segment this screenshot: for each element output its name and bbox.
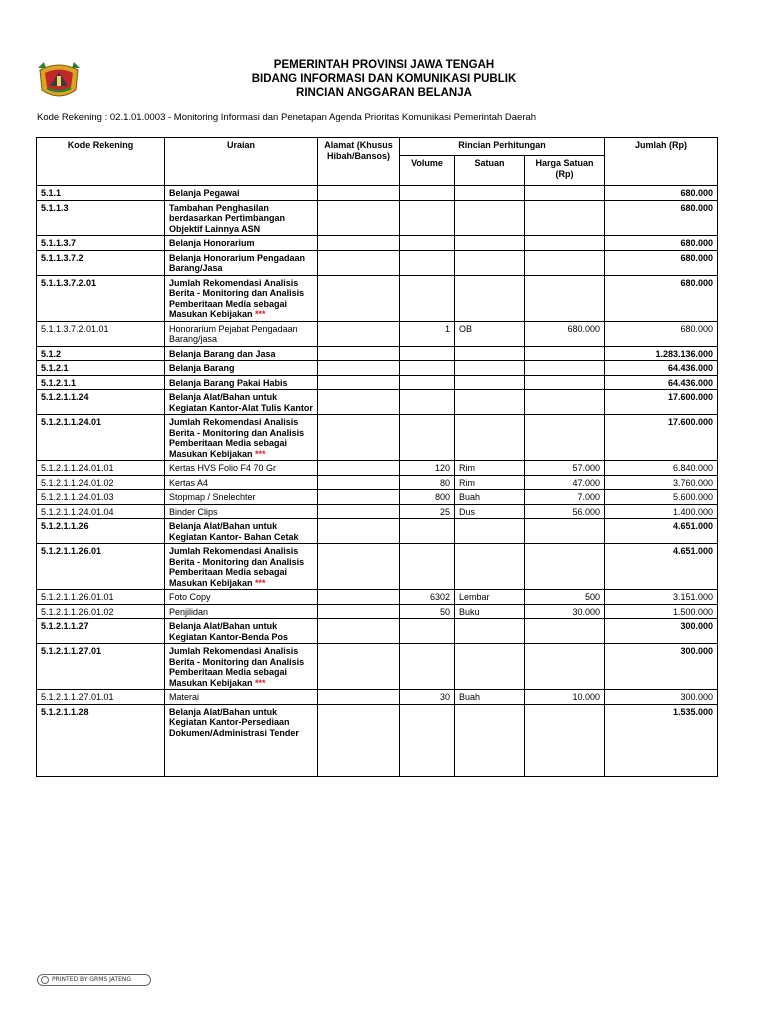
printed-by-stamp [37, 974, 151, 986]
cell-kode-rekening: 5.1.2 [37, 346, 165, 361]
cell-jumlah: 6.840.000 [605, 461, 718, 476]
cell-harga-satuan [525, 250, 605, 275]
cell-volume: 25 [400, 504, 455, 519]
cell-volume [400, 186, 455, 201]
cell-satuan [455, 250, 525, 275]
cell-jumlah: 1.500.000 [605, 604, 718, 619]
cell-kode-rekening: 5.1.2.1.1.27.01 [37, 644, 165, 690]
cell-uraian: Kertas HVS Folio F4 70 Gr [165, 461, 318, 476]
cell-kode-rekening: 5.1.2.1 [37, 361, 165, 376]
cell-kode-rekening: 5.1.2.1.1.24.01.04 [37, 504, 165, 519]
cell-volume: 6302 [400, 590, 455, 605]
cell-jumlah: 3.760.000 [605, 475, 718, 490]
cell-kode-rekening: 5.1.1.3.7.2.01 [37, 275, 165, 321]
table-row [37, 275, 718, 321]
cell-satuan [455, 415, 525, 461]
cell-harga-satuan: 57.000 [525, 461, 605, 476]
cell-volume [400, 704, 455, 776]
cell-jumlah: 4.651.000 [605, 544, 718, 590]
cell-jumlah: 5.600.000 [605, 490, 718, 505]
cell-alamat [318, 544, 400, 590]
cell-harga-satuan [525, 361, 605, 376]
cell-uraian [165, 544, 318, 590]
cell-volume [400, 415, 455, 461]
header-line-2: BIDANG INFORMASI DAN KOMUNIKASI PUBLIK [251, 73, 517, 85]
priority-stars-marker: *** [255, 448, 266, 459]
cell-harga-satuan [525, 619, 605, 644]
cell-jumlah: 680.000 [605, 200, 718, 236]
cell-satuan [455, 704, 525, 776]
cell-satuan: Dus [455, 504, 525, 519]
table-row [37, 236, 718, 251]
table-row [37, 186, 718, 201]
cell-volume [400, 644, 455, 690]
priority-stars-marker: *** [255, 677, 266, 688]
priority-stars-marker: *** [255, 577, 266, 588]
cell-satuan: Rim [455, 461, 525, 476]
cell-volume: 1 [400, 321, 455, 346]
table-row [37, 375, 718, 390]
table-row [37, 346, 718, 361]
cell-alamat [318, 390, 400, 415]
table-row [37, 390, 718, 415]
cell-volume [400, 390, 455, 415]
priority-stars-marker: *** [255, 309, 266, 319]
cell-satuan [455, 186, 525, 201]
cell-kode-rekening: 5.1.2.1.1.26 [37, 519, 165, 544]
cell-harga-satuan: 7.000 [525, 490, 605, 505]
cell-kode-rekening: 5.1.2.1.1.24.01 [37, 415, 165, 461]
cell-harga-satuan [525, 346, 605, 361]
cell-uraian: Kertas A4 [165, 475, 318, 490]
cell-alamat [318, 619, 400, 644]
cell-kode-rekening: 5.1.2.1.1.28 [37, 704, 165, 776]
cell-uraian: Stopmap / Snelechter [165, 490, 318, 505]
cell-volume: 120 [400, 461, 455, 476]
table-row [37, 504, 718, 519]
cell-volume [400, 236, 455, 251]
cell-uraian [165, 644, 318, 690]
cell-harga-satuan [525, 644, 605, 690]
cell-kode-rekening: 5.1.1.3 [37, 200, 165, 236]
cell-jumlah: 64.436.000 [605, 375, 718, 390]
cell-harga-satuan: 56.000 [525, 504, 605, 519]
cell-alamat [318, 236, 400, 251]
budget-table-body [37, 186, 718, 777]
cell-kode-rekening: 5.1.2.1.1.27 [37, 619, 165, 644]
cell-alamat [318, 375, 400, 390]
cell-uraian: Belanja Honorarium Pengadaan Barang/Jasa [165, 250, 318, 275]
table-row [37, 490, 718, 505]
cell-alamat [318, 361, 400, 376]
cell-jumlah: 1.535.000 [605, 704, 718, 776]
header-jumlah: Jumlah (Rp) [605, 138, 718, 186]
cell-alamat [318, 504, 400, 519]
cell-jumlah: 4.651.000 [605, 519, 718, 544]
stamp-circle-icon [41, 976, 49, 984]
cell-kode-rekening: 5.1.2.1.1.26.01 [37, 544, 165, 590]
cell-alamat [318, 321, 400, 346]
table-row [37, 321, 718, 346]
cell-satuan [455, 375, 525, 390]
cell-satuan [455, 236, 525, 251]
cell-kode-rekening: 5.1.2.1.1.24 [37, 390, 165, 415]
cell-satuan [455, 200, 525, 236]
budget-table [36, 137, 718, 777]
cell-satuan: Buku [455, 604, 525, 619]
cell-alamat [318, 275, 400, 321]
cell-kode-rekening: 5.1.2.1.1.24.01.02 [37, 475, 165, 490]
table-row [37, 200, 718, 236]
cell-satuan: Buah [455, 690, 525, 705]
cell-satuan [455, 544, 525, 590]
cell-volume [400, 200, 455, 236]
header-alamat: Alamat (Khusus Hibah/Bansos) [318, 138, 400, 186]
header-line-3: RINCIAN ANGGARAN BELANJA [296, 87, 472, 99]
header-uraian: Uraian [165, 138, 318, 186]
cell-alamat [318, 200, 400, 236]
cell-satuan [455, 390, 525, 415]
cell-satuan [455, 275, 525, 321]
header-harga-satuan: Harga Satuan (Rp) [525, 156, 605, 186]
cell-alamat [318, 250, 400, 275]
cell-jumlah: 680.000 [605, 186, 718, 201]
cell-alamat [318, 704, 400, 776]
cell-uraian: Belanja Alat/Bahan untuk Kegiatan Kantor- Bahan Cetak [165, 519, 318, 544]
cell-uraian: Tambahan Penghasilan berdasarkan Pertimbangan Objektif Lainnya ASN [165, 200, 318, 236]
cell-jumlah: 680.000 [605, 250, 718, 275]
cell-satuan [455, 519, 525, 544]
cell-uraian: Materai [165, 690, 318, 705]
cell-alamat [318, 461, 400, 476]
cell-satuan [455, 361, 525, 376]
cell-volume [400, 346, 455, 361]
table-row [37, 519, 718, 544]
cell-harga-satuan [525, 275, 605, 321]
cell-jumlah: 680.000 [605, 275, 718, 321]
uraian-text: Jumlah Rekomendasi Analisis Berita - Monitoring dan Analisis Pemberitaan Media sebagai Masukan Kebijakan [169, 546, 305, 588]
cell-uraian [165, 275, 318, 321]
cell-satuan: OB [455, 321, 525, 346]
cell-jumlah: 680.000 [605, 321, 718, 346]
table-row [37, 590, 718, 605]
header-line-1: PEMERINTAH PROVINSI JAWA TENGAH [273, 59, 495, 71]
cell-harga-satuan: 500 [525, 590, 605, 605]
cell-harga-satuan [525, 415, 605, 461]
header-satuan: Satuan [455, 156, 525, 186]
cell-harga-satuan [525, 519, 605, 544]
cell-alamat [318, 604, 400, 619]
cell-harga-satuan [525, 186, 605, 201]
cell-satuan [455, 346, 525, 361]
cell-jumlah: 17.600.000 [605, 415, 718, 461]
table-row [37, 604, 718, 619]
cell-alamat [318, 346, 400, 361]
header-kode-rekening: Kode Rekening [37, 138, 165, 186]
cell-volume: 80 [400, 475, 455, 490]
cell-alamat [318, 475, 400, 490]
header-rincian-perhitungan: Rincian Perhitungan [400, 138, 605, 156]
cell-jumlah: 300.000 [605, 619, 718, 644]
cell-uraian: Belanja Alat/Bahan untuk Kegiatan Kantor-Alat Tulis Kantor [165, 390, 318, 415]
cell-kode-rekening: 5.1.2.1.1 [37, 375, 165, 390]
cell-kode-rekening: 5.1.1.3.7.2.01.01 [37, 321, 165, 346]
uraian-text: Jumlah Rekomendasi Analisis Berita - Monitoring dan Analisis Pemberitaan Media sebagai Masukan Kebijakan [169, 277, 305, 319]
cell-volume: 800 [400, 490, 455, 505]
cell-kode-rekening: 5.1.2.1.1.24.01.01 [37, 461, 165, 476]
cell-kode-rekening: 5.1.2.1.1.26.01.01 [37, 590, 165, 605]
cell-harga-satuan: 680.000 [525, 321, 605, 346]
cell-uraian: Belanja Alat/Bahan untuk Kegiatan Kantor-Benda Pos [165, 619, 318, 644]
table-row [37, 250, 718, 275]
printed-by-label: PRINTED BY GRMS JATENG [52, 976, 131, 983]
cell-volume [400, 361, 455, 376]
cell-alamat [318, 644, 400, 690]
cell-harga-satuan [525, 375, 605, 390]
table-row [37, 461, 718, 476]
cell-harga-satuan: 10.000 [525, 690, 605, 705]
header-volume: Volume [400, 156, 455, 186]
cell-alamat [318, 415, 400, 461]
table-row [37, 544, 718, 590]
cell-satuan [455, 644, 525, 690]
cell-alamat [318, 690, 400, 705]
cell-uraian: Belanja Alat/Bahan untuk Kegiatan Kantor-Persediaan Dokumen/Administrasi Tender [165, 704, 318, 776]
cell-jumlah: 17.600.000 [605, 390, 718, 415]
cell-uraian: Belanja Pegawai [165, 186, 318, 201]
table-row [37, 415, 718, 461]
cell-satuan: Buah [455, 490, 525, 505]
document-header [0, 58, 768, 100]
cell-jumlah: 300.000 [605, 690, 718, 705]
cell-harga-satuan: 30.000 [525, 604, 605, 619]
cell-jumlah: 680.000 [605, 236, 718, 251]
cell-jumlah: 64.436.000 [605, 361, 718, 376]
kode-rekening-line: Kode Rekening : 02.1.01.0003 - Monitoring Informasi dan Penetapan Agenda Prioritas Komunikasi Pemerintah Daerah [37, 112, 537, 123]
cell-alamat [318, 590, 400, 605]
cell-uraian: Belanja Barang Pakai Habis [165, 375, 318, 390]
cell-uraian: Penjilidan [165, 604, 318, 619]
cell-jumlah: 300.000 [605, 644, 718, 690]
uraian-text: Jumlah Rekomendasi Analisis Berita - Monitoring dan Analisis Pemberitaan Media sebagai Masukan Kebijakan [169, 646, 305, 688]
cell-harga-satuan [525, 200, 605, 236]
cell-uraian: Belanja Barang [165, 361, 318, 376]
cell-uraian: Belanja Barang dan Jasa [165, 346, 318, 361]
cell-harga-satuan [525, 544, 605, 590]
cell-volume: 30 [400, 690, 455, 705]
cell-jumlah: 3.151.000 [605, 590, 718, 605]
cell-kode-rekening: 5.1.2.1.1.26.01.02 [37, 604, 165, 619]
cell-uraian [165, 415, 318, 461]
cell-volume [400, 275, 455, 321]
cell-uraian: Binder Clips [165, 504, 318, 519]
cell-harga-satuan [525, 390, 605, 415]
table-row [37, 475, 718, 490]
table-row [37, 704, 718, 776]
cell-harga-satuan [525, 236, 605, 251]
table-row [37, 619, 718, 644]
cell-satuan: Lembar [455, 590, 525, 605]
cell-volume [400, 519, 455, 544]
cell-kode-rekening: 5.1.2.1.1.24.01.03 [37, 490, 165, 505]
table-row [37, 361, 718, 376]
cell-satuan: Rim [455, 475, 525, 490]
uraian-text: Jumlah Rekomendasi Analisis Berita - Monitoring dan Analisis Pemberitaan Media sebagai Masukan Kebijakan [169, 417, 305, 459]
cell-harga-satuan: 47.000 [525, 475, 605, 490]
cell-satuan [455, 619, 525, 644]
cell-alamat [318, 186, 400, 201]
cell-alamat [318, 519, 400, 544]
cell-alamat [318, 490, 400, 505]
cell-jumlah: 1.283.136.000 [605, 346, 718, 361]
cell-kode-rekening: 5.1.1 [37, 186, 165, 201]
cell-jumlah: 1.400.000 [605, 504, 718, 519]
cell-volume [400, 619, 455, 644]
cell-kode-rekening: 5.1.1.3.7.2 [37, 250, 165, 275]
cell-volume [400, 375, 455, 390]
table-row [37, 644, 718, 690]
cell-kode-rekening: 5.1.1.3.7 [37, 236, 165, 251]
cell-volume: 50 [400, 604, 455, 619]
cell-uraian: Foto Copy [165, 590, 318, 605]
cell-uraian: Honorarium Pejabat Pengadaan Barang/jasa [165, 321, 318, 346]
cell-kode-rekening: 5.1.2.1.1.27.01.01 [37, 690, 165, 705]
cell-uraian: Belanja Honorarium [165, 236, 318, 251]
table-row [37, 690, 718, 705]
cell-harga-satuan [525, 704, 605, 776]
cell-volume [400, 544, 455, 590]
cell-volume [400, 250, 455, 275]
